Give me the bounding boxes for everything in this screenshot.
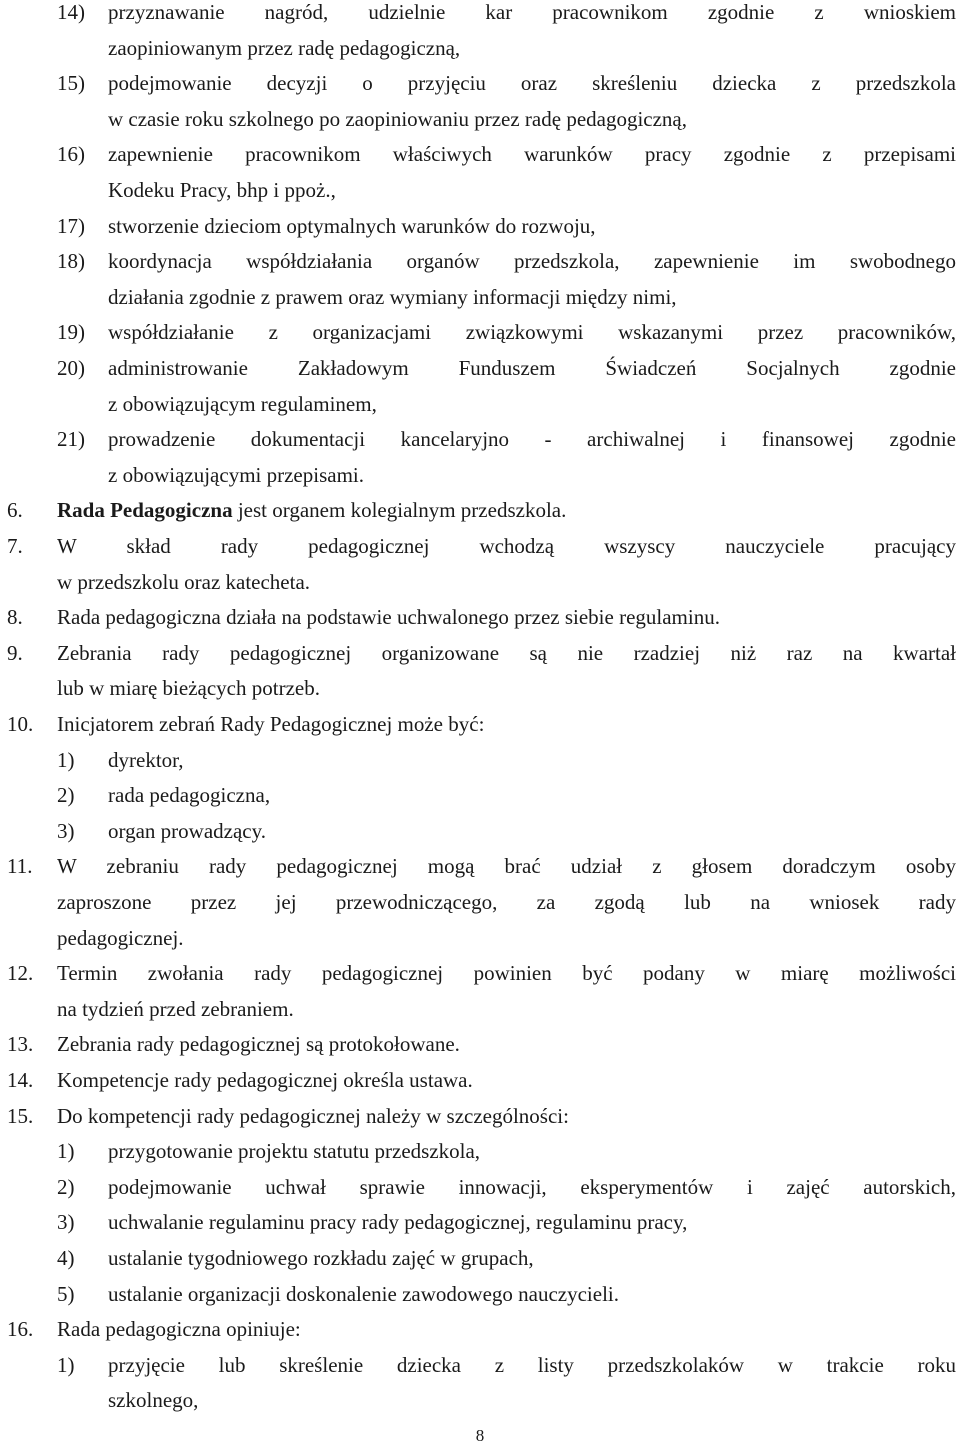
list-item — [0, 635, 960, 671]
list-item-number: 11. — [7, 854, 33, 879]
list-item-text: zapewnienie pracownikom właściwych warunków pracy zgodnie z przepisami — [108, 142, 956, 167]
list-item-number: 14. — [7, 1068, 34, 1092]
list-item — [0, 0, 960, 30]
list-item-text: dyrektor, — [108, 747, 184, 772]
list-item — [0, 1276, 960, 1312]
list-item-text: w czasie roku szkolnego po zaopiniowaniu przez radę pedagogiczną, — [108, 106, 688, 131]
list-item-text: Kompetencje rady pedagogicznej określa ustawa. — [57, 1068, 473, 1092]
list-item-continuation — [0, 564, 960, 600]
list-item-text: administrowanie Zakładowym Funduszem Świadczeń Socjalnych zgodnie — [108, 356, 956, 380]
list-item-text: pedagogicznej. — [57, 925, 184, 950]
list-item — [0, 848, 960, 884]
list-item-text: Rada pedagogiczna opiniuje: — [57, 1317, 301, 1342]
list-item — [0, 1026, 960, 1062]
list-item-text: organ prowadzący. — [108, 818, 267, 843]
list-item — [0, 599, 960, 635]
list-item — [0, 350, 960, 386]
list-item — [0, 421, 960, 457]
list-item-continuation — [0, 920, 960, 956]
list-item-continuation — [0, 172, 960, 208]
list-item — [0, 208, 960, 244]
list-item-continuation — [0, 30, 960, 66]
bold-term: Rada Pedagogiczna — [57, 498, 233, 523]
list-item-text: przygotowanie projektu statutu przedszkola, — [108, 1139, 481, 1164]
list-item — [0, 1062, 960, 1098]
list-item — [0, 1133, 960, 1169]
list-item-text: podejmowanie uchwał sprawie innowacji, eksperymentów i zajęć autorskich, — [108, 1174, 956, 1199]
list-item — [0, 955, 960, 991]
list-item-text: rada pedagogiczna, — [108, 783, 271, 808]
list-item — [0, 1311, 960, 1347]
list-item-number: 1) — [57, 747, 75, 772]
list-item-text: Do kompetencji rady pedagogicznej należy w szczególności: — [57, 1103, 569, 1128]
list-item-number: 1) — [57, 1352, 75, 1377]
list-item-number: 16) — [57, 142, 85, 167]
list-item-text: Rada pedagogiczna działa na podstawie uchwalonego przez siebie regulaminu. — [57, 605, 720, 630]
list-item-number: 10. — [7, 712, 34, 736]
list-item-number: 3) — [57, 1210, 75, 1235]
list-item — [0, 492, 960, 528]
list-item-continuation — [0, 279, 960, 315]
list-item — [0, 314, 960, 350]
list-item-number: 15. — [7, 1103, 34, 1128]
list-item-text: stworzenie dzieciom optymalnych warunków do rozwoju, — [108, 213, 596, 238]
list-item-text: uchwalanie regulaminu pracy rady pedagogicznej, regulaminu pracy, — [108, 1210, 688, 1235]
list-item-text: przyjęcie lub skreślenie dziecka z listy przedszkolaków w trakcie roku — [108, 1352, 956, 1377]
list-item-text-rest: jest organem kolegialnym przedszkola. — [232, 498, 567, 523]
list-item-text: z obowiązującym regulaminem, — [108, 391, 377, 416]
list-item-text: podejmowanie decyzji o przyjęciu oraz skreśleniu dziecka z przedszkola — [108, 71, 956, 96]
list-item-text: zaproszone przez jej przewodniczącego, za zgodą lub na wniosek rady — [57, 890, 956, 914]
list-item — [0, 1240, 960, 1276]
list-item-number: 13. — [7, 1032, 34, 1057]
list-item-number: 3) — [57, 818, 75, 843]
list-item-number: 9. — [7, 640, 23, 665]
list-item — [0, 1169, 960, 1205]
list-item — [0, 65, 960, 101]
list-item — [0, 243, 960, 279]
list-item-number: 19) — [57, 320, 85, 345]
list-item-text — [57, 492, 566, 528]
list-item-text: z obowiązującymi przepisami. — [108, 462, 364, 487]
list-item-number: 14) — [57, 0, 85, 24]
list-item — [0, 1098, 960, 1134]
list-item — [0, 1204, 960, 1240]
list-item-text: szkolnego, — [108, 1388, 199, 1413]
list-item-number: 6. — [7, 498, 23, 523]
list-item-number: 21) — [57, 427, 85, 452]
list-item-text: ustalanie organizacji doskonalenie zawodowego nauczycieli. — [108, 1281, 619, 1306]
list-item-number: 4) — [57, 1246, 75, 1270]
list-item-number: 1) — [57, 1139, 75, 1164]
list-item-text: przyznawanie nagród, udzielnie kar pracownikom zgodnie z wnioskiem — [108, 0, 956, 24]
list-item — [0, 136, 960, 172]
list-item-continuation — [0, 991, 960, 1027]
list-item-number: 15) — [57, 71, 85, 96]
list-item-continuation — [0, 1382, 960, 1418]
list-item-text: Inicjatorem zebrań Rady Pedagogicznej może być: — [57, 712, 485, 736]
list-item — [0, 528, 960, 564]
list-item-text: zaopiniowanym przez radę pedagogiczną, — [108, 35, 461, 60]
list-item-text: ustalanie tygodniowego rozkładu zajęć w grupach, — [108, 1246, 534, 1270]
list-item-number: 7. — [7, 534, 23, 558]
list-item-continuation — [0, 101, 960, 137]
list-item-continuation — [0, 884, 960, 920]
list-item-text: koordynacja współdziałania organów przedszkola, zapewnienie im swobodnego — [108, 249, 956, 274]
list-item-text: w przedszkolu oraz katecheta. — [57, 569, 311, 594]
list-item-number: 20) — [57, 356, 85, 380]
page-number: 8 — [475, 1426, 485, 1445]
list-item-continuation — [0, 670, 960, 706]
list-item-text: Zebrania rady pedagogicznej są protokołowane. — [57, 1032, 460, 1057]
list-item — [0, 742, 960, 778]
list-item — [0, 706, 960, 742]
list-item-number: 17) — [57, 213, 85, 238]
list-item-text: działania zgodnie z prawem oraz wymiany informacji między nimi, — [108, 284, 677, 309]
list-item-text: lub w miarę bieżących potrzeb. — [57, 676, 320, 701]
list-item-text: prowadzenie dokumentacji kancelaryjno - archiwalnej i finansowej zgodnie — [108, 427, 956, 452]
list-item-number: 18) — [57, 249, 85, 274]
list-item — [0, 777, 960, 813]
list-item-number: 16. — [7, 1317, 34, 1342]
list-item-text: W zebraniu rady pedagogicznej mogą brać udział z głosem doradczym osoby — [57, 854, 956, 879]
list-item-number: 5) — [57, 1281, 75, 1306]
list-item-number: 2) — [57, 783, 75, 808]
list-item-text: Termin zwołania rady pedagogicznej powinien być podany w miarę możliwości — [57, 961, 956, 986]
list-item-text: współdziałanie z organizacjami związkowymi wskazanymi przez pracowników, — [108, 320, 956, 345]
list-item — [0, 1347, 960, 1383]
list-item-text: W skład rady pedagogicznej wchodzą wszyscy nauczyciele pracujący — [57, 534, 956, 558]
list-item-number: 8. — [7, 605, 23, 630]
list-item-number: 2) — [57, 1174, 75, 1199]
list-item-number: 12. — [7, 961, 34, 986]
list-item-text: na tydzień przed zebraniem. — [57, 996, 294, 1021]
list-item-continuation — [0, 386, 960, 422]
list-item — [0, 813, 960, 849]
list-item-text: Zebrania rady pedagogicznej organizowane są nie rzadziej niż raz na kwartał — [57, 640, 956, 665]
list-item-continuation — [0, 457, 960, 493]
list-item-text: Kodeku Pracy, bhp i ppoż., — [108, 178, 336, 202]
